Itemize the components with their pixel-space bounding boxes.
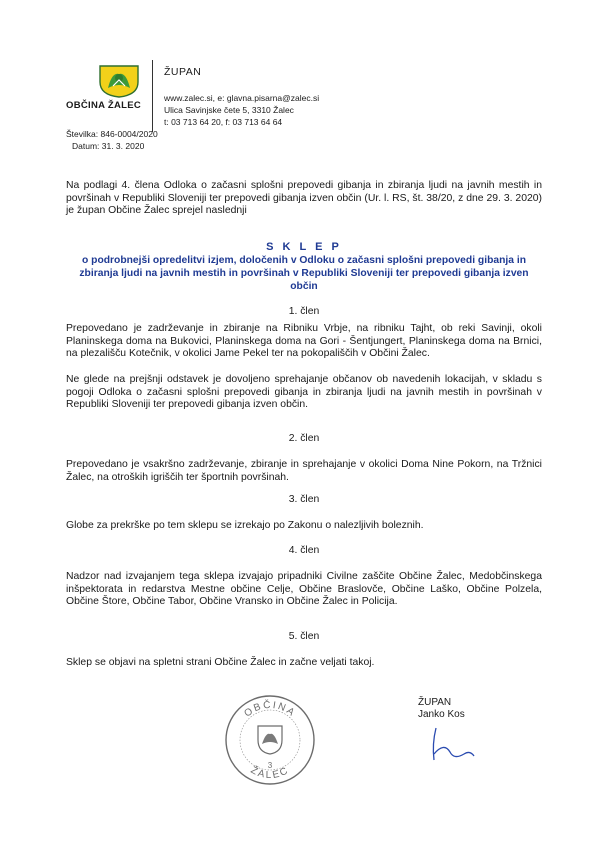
article-3-paragraph-1: Globe za prekrške po tem sklepu se izrekajo po Zakonu o nalezljivih boleznih. [66, 520, 424, 531]
article-2-paragraph-1: Prepovedano je vsakršno zadrževanje, zbiranje in sprehajanje v okolici Doma Nine Pokorn, na Tržnici Žalec, na otroških igriščih ter športnih površinah. [66, 459, 542, 483]
article-1-heading: 1. člen [288, 306, 320, 317]
header-contact [164, 92, 319, 128]
header-title: ŽUPAN [164, 66, 202, 78]
document-date: Datum: 31. 3. 2020 [72, 141, 145, 151]
decision-subtitle: o podrobnejši opredelitvi izjem, določenih v Odloku o začasni splošni prepovedi gibanja in zbiranja ljudi na javnih mestih in površinah v Republiki Sloveniji ter prepovedi gibanja izven občin [79, 255, 529, 292]
article-4-paragraph-1: Nadzor nad izvajanjem tega sklepa izvajajo pripadniki Civilne zaščite Občine Žalec, Medobčinskega inšpektorata in redarstva Mestne občine Celje, Občine Braslovče, Občine Laško, Občine Polzela, Občine Štore, Občine Tabor, Občine Vransko in Občine Žalec in Policija. [66, 571, 542, 608]
seal-bottom-text: ŽALEC [248, 764, 292, 782]
contact-address: Ulica Savinjske čete 5, 3310 Žalec [164, 105, 294, 115]
seal-number: 3 [267, 761, 273, 770]
article-2-heading: 2. člen [288, 433, 320, 444]
document-number: Številka: 846-0004/2020 [66, 129, 158, 139]
article-3-heading: 3. člen [288, 494, 320, 505]
signature-block [418, 697, 465, 721]
contact-phone: t: 03 713 64 20, f: 03 713 64 64 [164, 117, 283, 127]
municipality-name: OBČINA ŽALEC [66, 100, 142, 111]
article-4-heading: 4. člen [288, 545, 320, 556]
handwritten-signature [418, 724, 488, 764]
document-reference [66, 128, 158, 152]
official-seal [222, 692, 318, 788]
article-1-paragraph-1: Prepovedano je zadrževanje in zbiranje na Ribniku Vrbje, na ribniku Tajht, ob reki Savinji, okoli Planinskega doma na Bukovici, Planinskega doma na Gori - Šentjungert, Planinskega doma na Brnici, na plezališču Kotečnik, v okolici Jame Pekel ter na pokopališčih v Občini Žalec. [66, 323, 542, 360]
article-1-paragraph-2: Ne glede na prejšnji odstavek je dovoljeno sprehajanje občanov ob navedenih lokacijah, v skladu s pogoji Odloka o začasni splošni prepovedi gibanja in zbiranja ljudi na javnih mestih in površinah v Republiki Sloveniji ter prepovedi gibanja izven občin. [66, 374, 542, 411]
decision-title: S K L E P [266, 241, 342, 253]
signer-name: Janko Kos [418, 709, 465, 720]
seal-top-text: OBČINA [242, 699, 298, 720]
article-5-paragraph-1: Sklep se objavi na spletni strani Občine Žalec in začne veljati takoj. [66, 657, 375, 668]
signer-title: ŽUPAN [418, 697, 452, 708]
intro-paragraph: Na podlagi 4. člena Odloka o začasni splošni prepovedi gibanja in zbiranja ljudi na javnih mestih in površinah v Republiki Sloveniji ter prepovedi gibanja izven občin (Ur. l. RS, št. 38/20, z dne 29. 3. 2020) je župan Občine Žalec sprejel naslednji [66, 180, 542, 217]
article-5-heading: 5. člen [288, 631, 320, 642]
header-divider [152, 60, 153, 132]
municipality-logo [96, 64, 142, 98]
contact-web-email: www.zalec.si, e: glavna.pisarna@zalec.si [164, 93, 320, 103]
